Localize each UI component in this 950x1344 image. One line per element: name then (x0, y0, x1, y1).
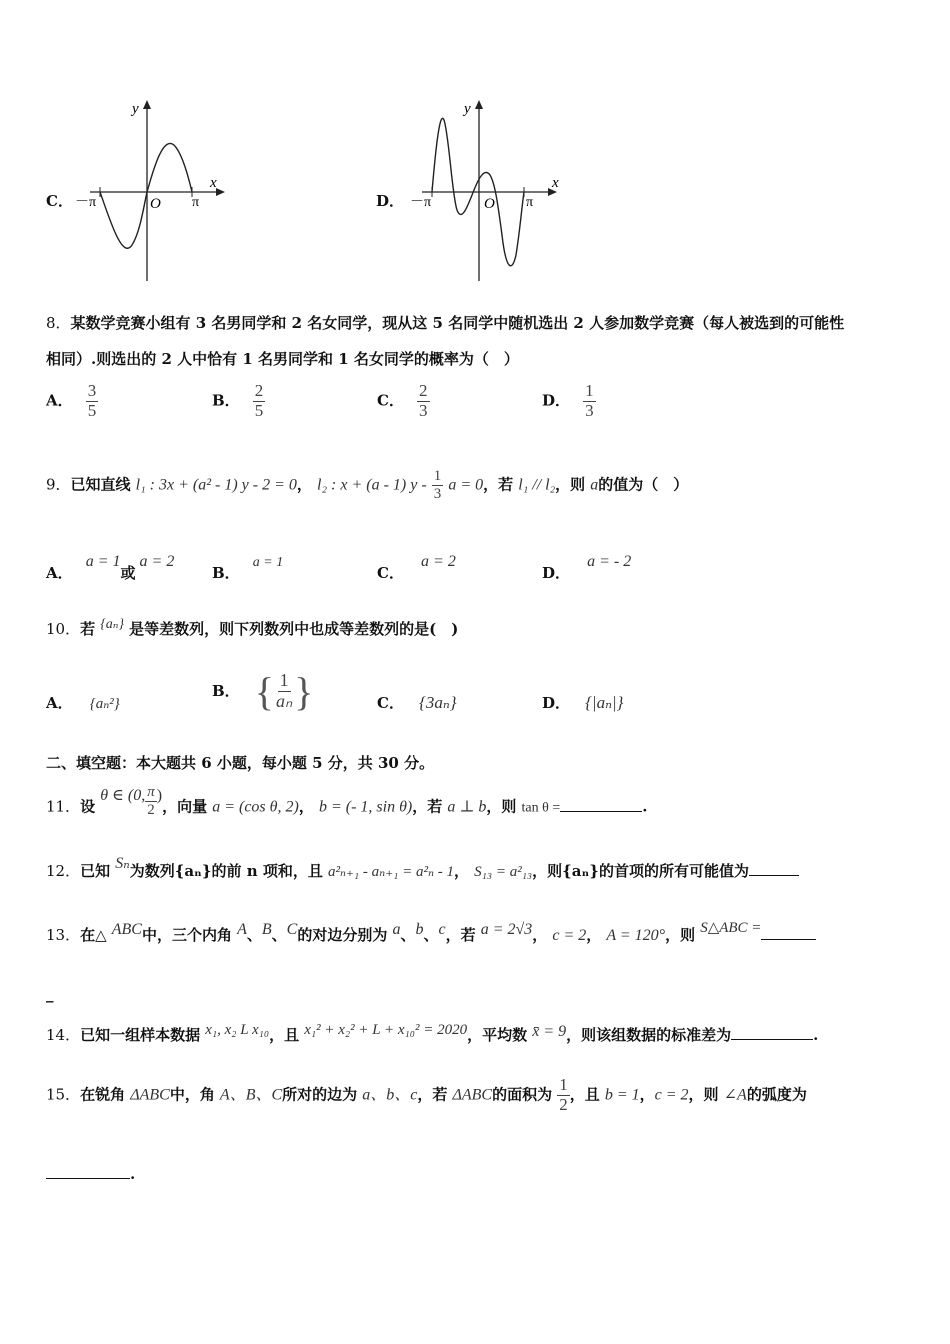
q15-triangle: ΔABC (130, 1086, 170, 1104)
q15-answer-line (46, 1164, 135, 1183)
q11-end: . (642, 797, 648, 816)
origin-label: O (484, 196, 495, 212)
option-label: B． (212, 682, 240, 700)
frac-den: 3 (433, 485, 442, 502)
q13-eq-A: A = 120° (606, 927, 666, 944)
q14-end: . (813, 1026, 819, 1044)
option-label: A． (46, 564, 73, 582)
q11-text: ， (298, 797, 314, 816)
q13-angle: B (261, 921, 272, 938)
section-2-header: 二、填空题：本大题共 6 小题，每小题 5 分，共 30 分。 (46, 754, 435, 772)
q15-sides: a、b、c (362, 1086, 418, 1104)
y-axis-label: y (464, 101, 471, 117)
q8-number: 8． (46, 314, 71, 332)
frac-num: 1 (585, 381, 594, 400)
q13-eq-c: c = 2 (552, 927, 587, 944)
q13-sep: 、 (246, 926, 262, 944)
q10-suffix: 是等差数列，则下列数列中也成等差数列的是( ) (129, 620, 459, 638)
option-expr2: a = 2 (139, 553, 175, 570)
frac-num: 2 (254, 381, 264, 400)
q13-stem (46, 920, 816, 945)
frac-den: 5 (254, 400, 264, 420)
option-expr: a = 2 (421, 553, 456, 570)
answer-blank[interactable] (560, 810, 642, 812)
q13-sep: 、 (423, 926, 439, 944)
q9-stem (46, 468, 688, 502)
q11-close: ) (156, 786, 163, 804)
q11-text: ，若 (412, 797, 443, 816)
q11-text: ，向量 (162, 797, 208, 816)
q12-text: 为数列{aₙ}的前 n 项和，且 (129, 862, 323, 880)
q14-mean: x̄ = 9 (532, 1023, 567, 1040)
q13-text: 在△ (80, 926, 107, 944)
q13-angle: A (237, 921, 247, 938)
q15-eq-b: b = 1 (604, 1086, 640, 1104)
answer-blank[interactable] (46, 1177, 130, 1179)
q15-eq-c: c = 2 (654, 1086, 689, 1104)
q8-text2: 相同）.则选出的 2 人中恰有 1 名男同学和 1 名女同学的概率为（ ） (46, 350, 519, 368)
frac-num: 3 (87, 381, 97, 400)
q13-tail: _ (46, 985, 54, 1003)
q15-text: ，且 (569, 1085, 600, 1104)
q14-text: ，且 (269, 1026, 300, 1044)
q9-line1-eq: l₁ : 3x + (a² - 1) y - 2 = 0 (135, 476, 297, 494)
q12-eq2: S₁₃ = a²₁₃ (474, 864, 533, 880)
q15-text: 中，角 (169, 1085, 215, 1104)
option-expr: a = - 2 (587, 553, 632, 570)
q15-text: ，若 (417, 1085, 448, 1104)
origin-label: O (150, 196, 161, 212)
frac-den: 3 (419, 400, 428, 420)
q13-text: 的对边分别为 (297, 926, 388, 944)
graph-c (70, 95, 240, 285)
q12-text: ， (454, 862, 470, 880)
q14-text: 已知一组样本数据 (80, 1026, 201, 1044)
option-label: C． (377, 564, 404, 582)
option-label: B． (212, 564, 240, 582)
q9-line2-eq-b: a = 0 (448, 476, 484, 494)
option-label: A． (46, 694, 73, 712)
q15-text: 所对的边为 (282, 1085, 358, 1104)
q14-number: 14． (46, 1026, 81, 1044)
q10-stem (46, 618, 458, 639)
frac-den: aₙ (275, 691, 293, 711)
q9-option-d[interactable] (542, 550, 632, 582)
q14-data: x₁, x₂ L x₁₀ (205, 1022, 270, 1038)
q11-text: 设 (80, 797, 96, 816)
option-label: A． (46, 391, 73, 410)
pi-label: π (192, 195, 200, 210)
q15-stem: 15．在锐角 ΔABC中，角 A、B、C所对的边为 a、b、c，若 ΔABC的面积为 $\frac{1}{2}$ ，且 b = 1，c = 2，则 ∠A的弧度为 (46, 1075, 807, 1114)
q8-text1: 某数学竞赛小组有 3 名男同学和 2 名女同学，现从这 5 名同学中随机选出 2 人参加数学竞赛（每人被选到的可能性 (70, 314, 845, 332)
q10-option-a[interactable] (46, 692, 120, 713)
q13-eq-a: a = 2√3 (480, 921, 533, 938)
option-label: C． (377, 694, 404, 712)
q9-parallel: l₁ // l₂ (518, 476, 556, 494)
option-label: C． (377, 391, 404, 410)
option-label: D． (542, 564, 571, 582)
q13-number: 13． (46, 926, 81, 944)
q12-stem (46, 855, 799, 881)
q13-side: b (415, 921, 424, 938)
q13-area: S△ABC = (700, 920, 762, 936)
neg-pi-label: －π (75, 195, 97, 210)
y-axis-label: y (132, 101, 139, 117)
q11-text: ，则 (486, 797, 517, 816)
frac-num: 1 (279, 670, 289, 691)
q15-text: 的面积为 (492, 1085, 553, 1104)
q11-stem (46, 784, 648, 824)
option-label: D． (542, 391, 571, 410)
q10-seq: {aₙ} (100, 617, 125, 632)
frac-num: 1 (433, 468, 442, 484)
q11-number: 11． (46, 797, 81, 816)
q9-prefix: 已知直线 (70, 475, 131, 494)
q9-option-b[interactable] (212, 550, 284, 582)
frac-den: 2 (559, 1094, 568, 1114)
q15-triangle: ΔABC (452, 1086, 493, 1104)
q14-stem (46, 1024, 818, 1045)
frac-num: π (147, 784, 155, 800)
answer-blank[interactable] (761, 938, 816, 940)
option-expr: a = 1 (85, 553, 121, 570)
option-label: B． (212, 391, 240, 410)
q8-option-d[interactable] (542, 382, 596, 420)
answer-blank[interactable] (731, 1038, 813, 1040)
q9-var: a (590, 476, 599, 494)
q15-text: ，则 (688, 1085, 719, 1104)
q10-option-c[interactable] (377, 692, 457, 713)
q13-sep: 、 (400, 926, 416, 944)
q9-number: 9． (46, 475, 71, 494)
q13-abc: ABC (111, 921, 142, 938)
q15-angles: A、B、C (219, 1086, 283, 1104)
option-expr: {3aₙ} (419, 693, 457, 712)
q15-text: 的弧度为 (746, 1085, 807, 1104)
frac-num: 2 (419, 381, 428, 400)
option-expr: a = 1 (252, 555, 284, 570)
neg-pi-label: －π (410, 195, 432, 210)
q8-option-c[interactable] (377, 382, 430, 420)
q13-sep: 、 (271, 926, 287, 944)
q13-text: 中，三个内角 (141, 926, 232, 944)
q8-line1 (46, 312, 844, 333)
option-expr: {|aₙ|} (585, 693, 624, 712)
option-expr: {aₙ²} (89, 696, 120, 712)
q11-vector-b: b = (- 1, sin θ) (318, 798, 413, 816)
q10-prefix: 若 (80, 620, 96, 638)
q13-text: ，则 (665, 926, 696, 944)
q9-option-a[interactable] (46, 550, 175, 582)
q13-comma: ， (586, 926, 602, 944)
q14-eq: x₁² + x₂² + L + x₁₀² = 2020 (304, 1022, 468, 1038)
q9-comma: ， (296, 475, 312, 494)
q12-text: ，则{aₙ}的首项的所有可能值为 (532, 862, 749, 880)
q12-eq1: a²ₙ₊₁ - aₙ₊₁ = a²ₙ - 1 (327, 864, 455, 880)
frac-den: 2 (147, 801, 155, 818)
q11-theta: θ ∈ (0, (100, 786, 146, 804)
q12-sn: Sₙ (115, 855, 130, 872)
q9-mid2: ，则 (555, 475, 586, 494)
pi-label: π (526, 195, 534, 210)
q12-text: 已知 (80, 862, 111, 880)
graph-d (402, 95, 572, 285)
q15-angle-a: ∠A (723, 1086, 747, 1104)
q10-option-d[interactable] (542, 692, 623, 713)
option-c-label: C． (46, 192, 73, 210)
frac-den: 5 (87, 400, 97, 420)
q9-mid: ，若 (483, 475, 514, 494)
q10-option-b[interactable]: B． { $\frac{1}{\text{aₙ}}$ } (212, 669, 314, 714)
q9-line2-eq-a: l₂ : x + (a - 1) y - (317, 476, 427, 494)
q8-option-b[interactable] (212, 382, 265, 420)
q12-number: 12． (46, 862, 81, 880)
q8-option-a[interactable] (46, 382, 98, 420)
q9-option-c[interactable] (377, 550, 456, 582)
q14-text: ，则该组数据的标准差为 (566, 1026, 732, 1044)
q14-text: ，平均数 (467, 1026, 528, 1044)
x-axis-label: x (552, 175, 559, 191)
q13-angle: C (286, 921, 298, 938)
frac-num: 1 (559, 1075, 568, 1094)
option-label: D． (542, 694, 571, 712)
q10-number: 10． (46, 620, 81, 638)
q13-side: a (392, 921, 401, 938)
x-axis-label: x (210, 175, 217, 191)
q15-end: . (130, 1165, 136, 1183)
q13-comma: ， (532, 926, 548, 944)
q13-side: c (438, 921, 446, 938)
q11-perp: a ⊥ b (447, 798, 487, 816)
q11-vector-a: a = (cos θ, 2) (212, 798, 299, 816)
option-d-label: D． (376, 192, 405, 210)
frac-den: 3 (585, 400, 594, 420)
answer-blank[interactable] (749, 874, 799, 876)
q11-tan: tan θ = (521, 800, 561, 816)
q13-text: ，若 (445, 926, 476, 944)
q15-text: 在锐角 (80, 1085, 126, 1104)
option-or: 或 (120, 564, 136, 582)
q15-number: 15． (46, 1085, 81, 1104)
q9-suffix: 的值为（ ） (598, 475, 689, 494)
